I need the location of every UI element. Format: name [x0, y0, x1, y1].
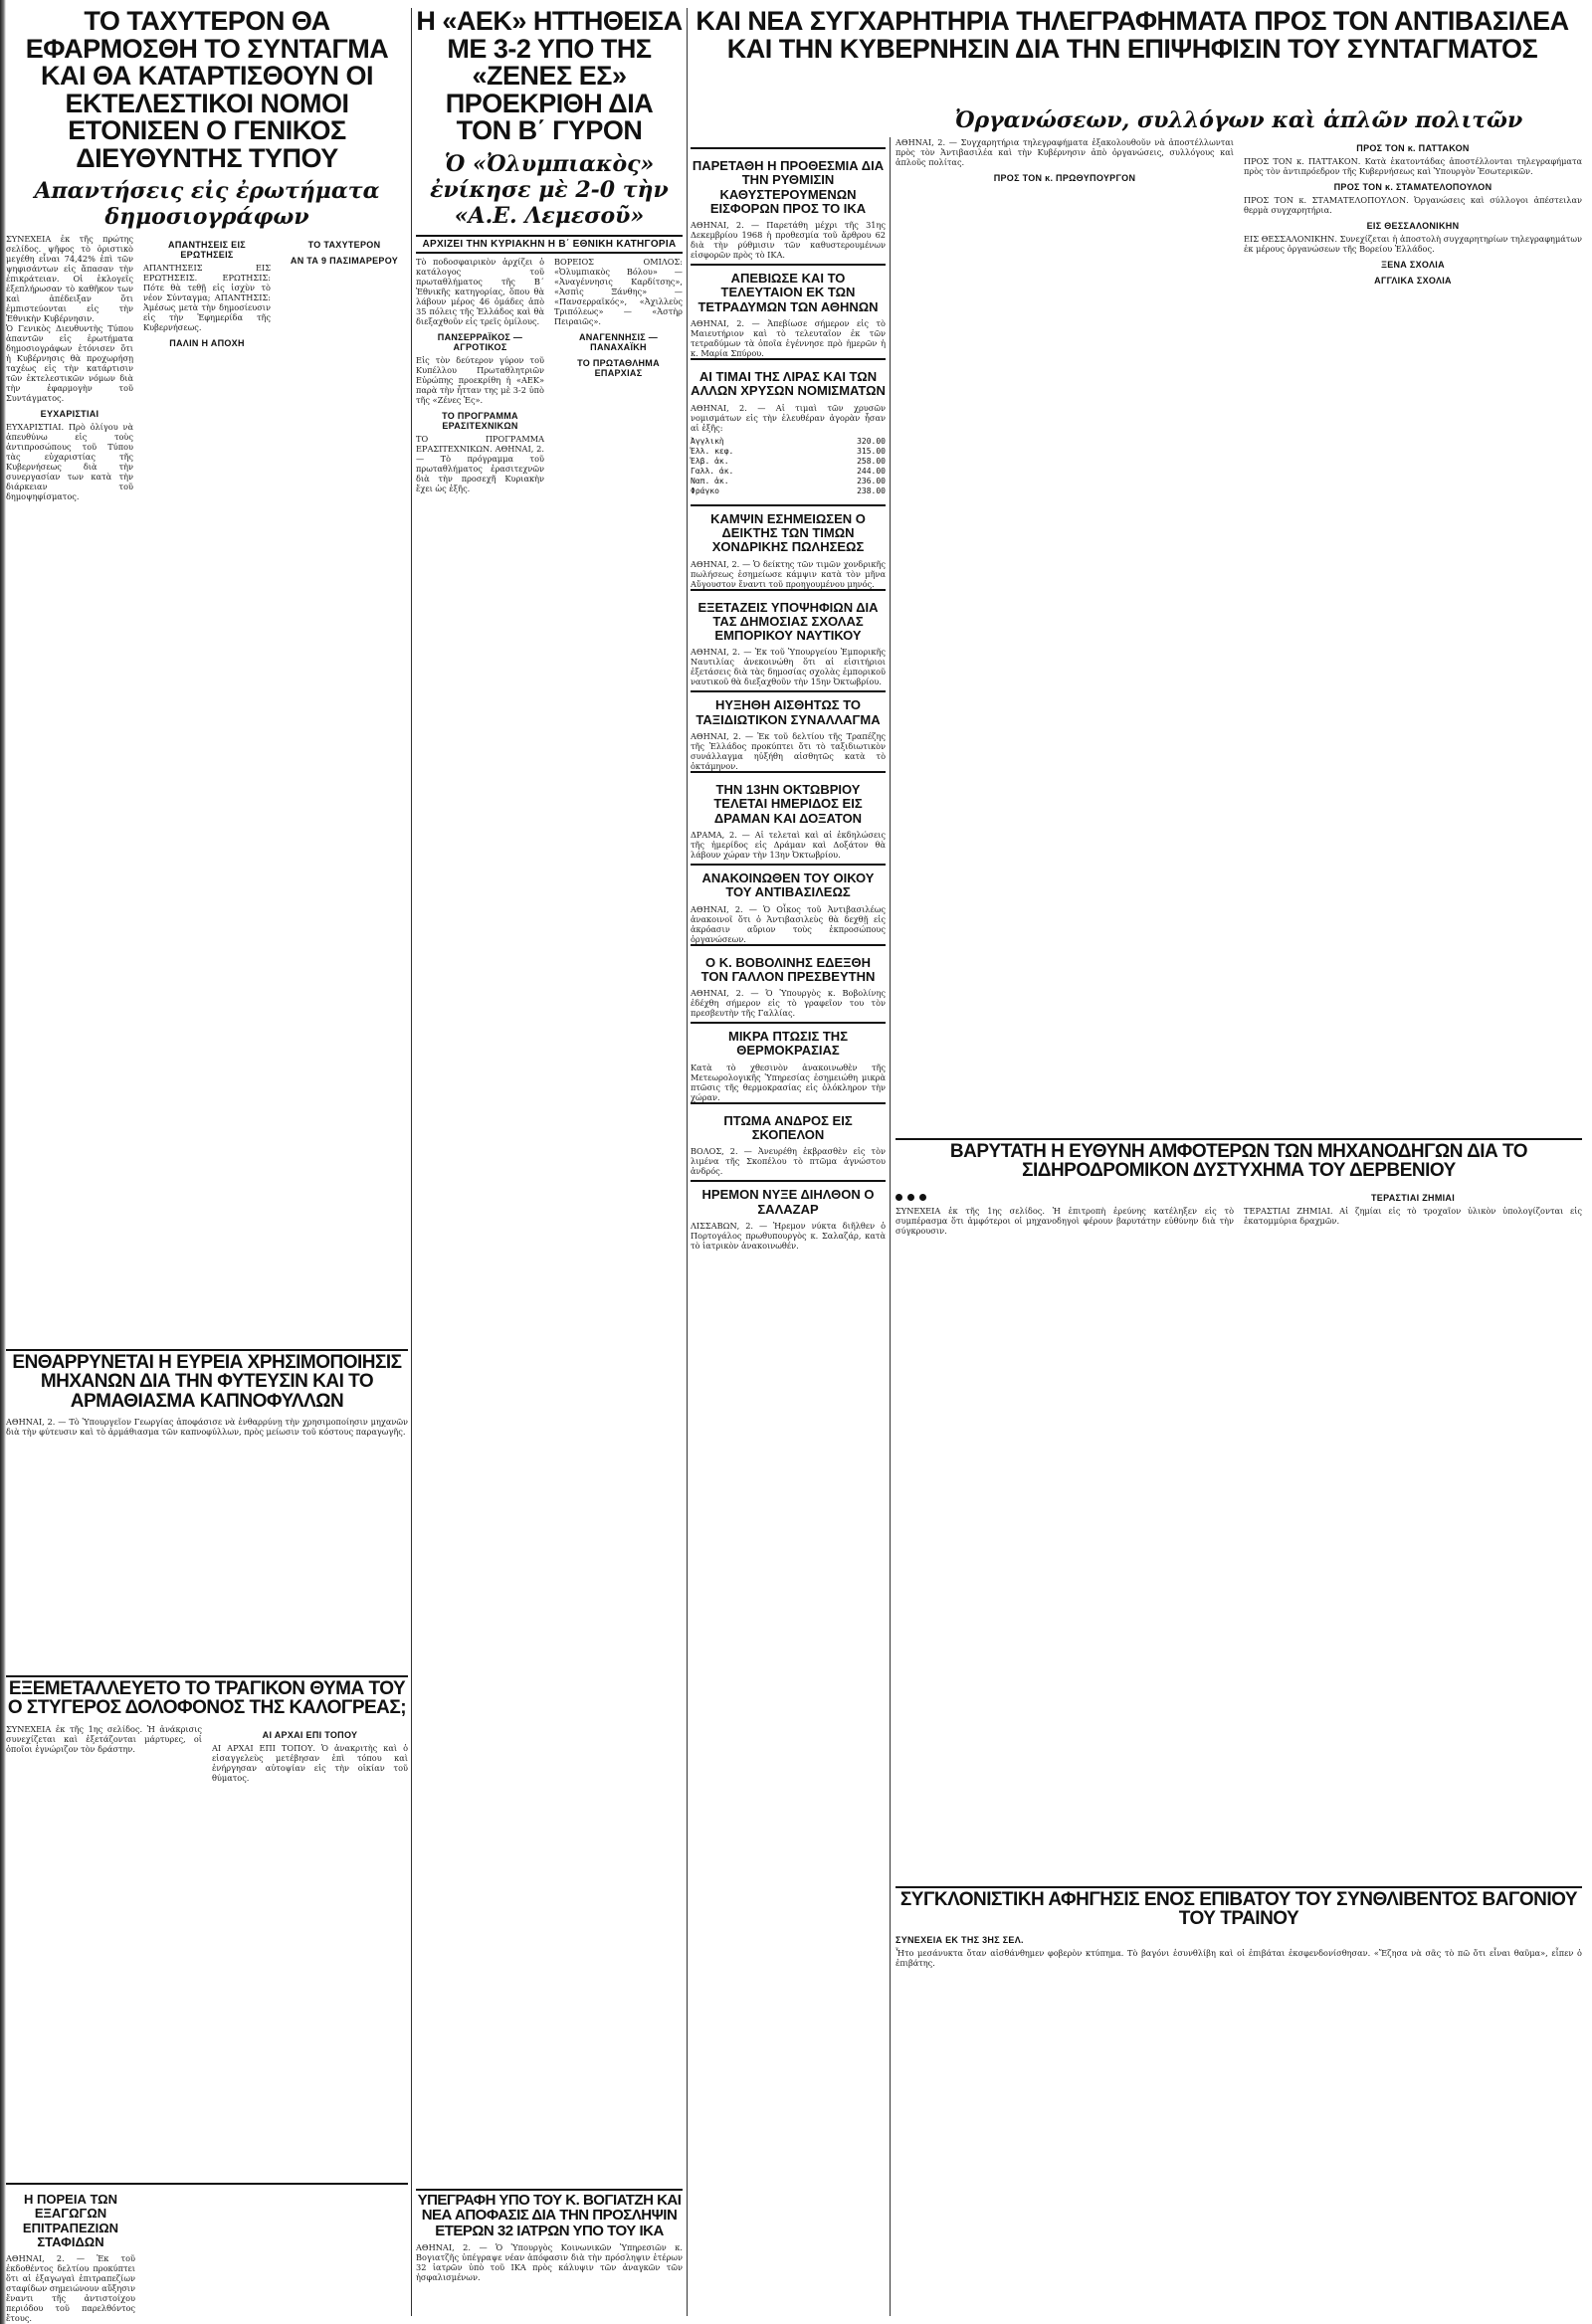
- telegrams-paragraph-2: ΠΡΟΣ ΤΟΝ κ. ΠΑΤΤΑΚΟΝ. Κατὰ ἑκατοντάδας ἀποστέλλονται τηλεγραφήματα πρὸς τὸν ἀντιπρόεδρον τῆς Κυβερνήσεως καὶ Ὑπουργὸν Ἐσωτερικῶν.: [1244, 156, 1582, 176]
- gold-rate-row: [691, 437, 886, 447]
- gold-rate-value: 238.00: [857, 485, 886, 495]
- headline-aek: Η «ΑΕΚ» ΗΤΤΗΘΕΙΣΑ ΜΕ 3-2 ΥΠΟ ΤΗΣ «ΖΕΝΕΣ ΕΣ» ΠΡΟΕΚΡΙΘΗ ΔΙΑ ΤΟΝ Β΄ ΓΥΡΟΝ: [416, 6, 683, 146]
- kicker-aek: ΑΡΧΙΖΕΙ ΤΗΝ ΚΥΡΙΑΚΗΝ Η Β΄ ΕΘΝΙΚΗ ΚΑΤΗΓΟΡΙΑ: [416, 235, 683, 254]
- gold-body: ΑΘΗΝΑΙ, 2. — Αἱ τιμαὶ τῶν χρυσῶν νομισμάτων εἰς τὴν ἐλευθέραν ἀγορὰν ἦσαν αἱ ἑξῆς:: [691, 402, 886, 433]
- story-xondriki: [691, 512, 886, 589]
- section-rule: [896, 1886, 1582, 1888]
- gold-rate-row: [691, 467, 886, 477]
- headline-thermokrasia: ΜΙΚΡΑ ΠΤΩΣΙΣ ΤΗΣ ΘΕΡΜΟΚΡΑΣΙΑΣ: [727, 1029, 848, 1059]
- section-rule: [6, 2183, 408, 2185]
- gold-rate-label: Ἑλβ. ἀκ.: [691, 456, 729, 466]
- story-ika: [691, 147, 886, 266]
- syntagma-section-pasimarerou: ΑΝ ΤΑ 9 ΠΑΣΙΜΑΡΕΡΟΥ: [290, 256, 399, 267]
- ptoma-body: ΒΟΛΟΣ, 2. — Ἀνευρέθη ἐκβρασθὲν εἰς τὸν λιμένα τῆς Σκοπέλου τὸ πτῶμα ἀγνώστου ἀνδρός.: [691, 1146, 886, 1177]
- telegrams-section-prothypourgon: ΠΡΟΣ ΤΟΝ κ. ΠΡΩΘΥΠΟΥΡΓΟΝ: [993, 173, 1136, 183]
- derveni-section-zimiai: ΤΕΡΑΣΤΙΑΙ ΖΗΜΙΑΙ: [1370, 1192, 1456, 1203]
- story-gold: [691, 358, 886, 506]
- aek-paragraph-3: ΒΟΡΕΙΟΣ ΟΜΙΛΟΣ: «Ὀλυμπιακὸς Βόλου» — «Ἀναγέννησις Καρδίτσης», «Ἀσπὶς Ξάνθης» — «Πανσερραϊκός», «Ἀχιλλεὺς Τριπόλεως» — «Ἀστὴρ Πειραιῶς».: [554, 256, 683, 326]
- story-oikos: [691, 872, 886, 944]
- headline-syntagma: ΤΟ ΤΑΧΥΤΕΡΟΝ ΘΑ ΕΦΑΡΜΟΣΘΗ ΤΟ ΣΥΝΤΑΓΜΑ ΚΑΙ ΘΑ ΚΑΤΑΡΤΙΣΘΟΥΝ ΟΙ ΕΚΤΕΛΕΣΤΙΚΟΙ ΝΟΜΟΙ ΕΤΟΝΙΣΕΝ Ο ΓΕΝΙΚΟΣ ΔΙΕΥΘΥΝΤΗΣ ΤΥΠΟΥ: [25, 6, 389, 173]
- column-divider: [890, 137, 891, 2316]
- syntagma-section-apantiseis: ΑΠΑΝΤΗΣΕΙΣ ΕΙΣ ΕΡΩΤΗΣΕΙΣ: [168, 240, 246, 261]
- telegrams-paragraph-4: ΕΙΣ ΘΕΣΣΑΛΟΝΙΚΗΝ. Συνεχίζεται ἡ ἀποστολὴ συγχαρητηρίων τηλεγραφημάτων ἐκ μέρους ὀργανώσεων τῆς Βορείου Ἑλλάδος.: [1244, 234, 1582, 254]
- section-rule: [896, 1138, 1582, 1140]
- zalar-body: ΛΙΣΣΑΒΩΝ, 2. — Ἡρεμον νύκτα διῆλθεν ὁ Πορτογάλος πρωθυπουργὸς κ. Σαλαζάρ, κατὰ τὸ ἰατρικὸν ἀνακοινωθέν.: [691, 1220, 886, 1251]
- gold-rate-value: 258.00: [857, 456, 886, 466]
- syntagma-paragraph-2: Ὁ Γενικὸς Διευθυντὴς Τύπου ἀπαντῶν εἰς ἐρωτήματα δημοσιογράφων ἐτόνισεν ὅτι ἡ Κυβέρνησις θὰ προχωρήσῃ ταχέως εἰς τὴν κατάρτισιν τῶν ἐκτελεστικῶν νόμων διὰ τὴν ἐφαρμογὴν τοῦ Συντάγματος.: [6, 323, 133, 404]
- headline-xondriki: ΚΑΜΨΙΝ ΕΣΗΜΕΙΩΣΕΝ Ο ΔΕΙΚΤΗΣ ΤΩΝ ΤΙΜΩΝ ΧΟΝΔΡΙΚΗΣ ΠΩΛΗΣΕΩΣ: [710, 510, 866, 555]
- derveni-paragraph-2: ΤΕΡΑΣΤΙΑΙ ΖΗΜΙΑΙ. Αἱ ζημίαι εἰς τὸ τροχαῖον ὑλικὸν ὑπολογίζονται εἰς ἑκατομμύρια δραχμῶν.: [1244, 1205, 1582, 1226]
- headline-vovolinis: Ο Κ. ΒΟΒΟΛΙΝΗΣ ΕΔΕΞΘΗ ΤΟΝ ΓΑΛΛΟΝ ΠΡΕΣΒΕΥΤΗΝ: [700, 954, 876, 984]
- telegrams-section-anglika: ΑΓΓΛΙΚΑ ΣΧΟΛΙΑ: [1374, 276, 1452, 286]
- headline-xrisimopoiisis: ΕΝΘΑΡΡΥΝΕΤΑΙ Η ΕΥΡΕΙΑ ΧΡΗΣΙΜΟΠΟΙΗΣΙΣ ΜΗΧΑΝΩΝ ΔΙΑ ΤΗΝ ΦΥΤΕΥΣΙΝ ΚΑΙ ΤΟ ΑΡΜΑΘΙΑΣΜΑ ΚΑΠΝΟΦΥΛΛΩΝ: [12, 1352, 402, 1412]
- headline-stafidon: Η ΠΟΡΕΙΑ ΤΩΝ ΕΞΑΓΩΓΩΝ ΕΠΙΤΡΑΠΕΖΙΩΝ ΣΤΑΦΙΔΩΝ: [22, 2192, 119, 2249]
- headline-derveni: ΒΑΡΥΤΑΤΗ Η ΕΥΘΥΝΗ ΑΜΦΟΤΕΡΩΝ ΤΩΝ ΜΗΧΑΝΟΔΗΓΩΝ ΔΙΑ ΤΟ ΣΙΔΗΡΟΔΡΟΜΙΚΟΝ ΔΥΣΤΥΧΗΜΑ ΤΟΥ ΔΕΡΒΕΝΙΟΥ: [949, 1141, 1528, 1182]
- story-xrisimopoiisis: [6, 1353, 408, 1492]
- column-divider: [411, 8, 412, 2316]
- gold-rate-value: 236.00: [857, 476, 886, 485]
- telegrams-section-xena: ΞΕΝΑ ΣΧΟΛΙΑ: [1381, 260, 1445, 270]
- story-ptoma: [691, 1102, 886, 1183]
- column-divider: [687, 8, 688, 2316]
- epivatis-body: Ἦτο μεσάνυκτα ὅταν αἰσθάνθημεν φοβερὸν κτύπημα. Τὸ βαγόνι ἐσυνθλίβη καὶ οἱ ἐπιβάται ἐκσφενδονίσθησαν. «Ἔζησα νὰ σᾶς τὸ πῶ ὅτι εἶναι θαῦμα», εἶπεν ὁ ἐπιβάτης.: [896, 1947, 1582, 1968]
- telegrams-section-thessaloniki: ΕΙΣ ΘΕΣΣΑΛΟΝΙΚΗΝ: [1366, 221, 1460, 231]
- story-stafidon: [6, 2187, 135, 2324]
- section-rule: [6, 1349, 408, 1351]
- vovolinis-body: ΑΘΗΝΑΙ, 2. — Ὁ Ὑπουργὸς κ. Βοβολίνης ἐδέχθη σήμερον εἰς τὸ γραφεῖον του τὸν πρεσβευτὴν τῆς Γαλλίας.: [691, 988, 886, 1019]
- headline-ptoma: ΠΤΩΜΑ ΑΝΔΡΟΣ ΕΙΣ ΣΚΟΠΕΛΟΝ: [723, 1112, 853, 1143]
- kalogrea-paragraph-2: ΑΙ ΑΡΧΑΙ ΕΠΙ ΤΟΠΟΥ. Ὁ ἀνακριτὴς καὶ ὁ εἰσαγγελεὺς μετέβησαν ἐπὶ τόπου καὶ ἐνήργησαν αὐτοψίαν εἰς τὴν οἰκίαν τοῦ θύματος.: [212, 1742, 408, 1783]
- aek-paragraph-4: ΤΟ ΠΡΟΓΡΑΜΜΑ ΕΡΑΣΙΤΕΧΝΙΚΩΝ. ΑΘΗΝΑΙ, 2. — Τὸ πρόγραμμα τοῦ πρωταθλήματος ἐρασιτεχνῶν διὰ τὴν προσεχῆ Κυριακὴν ἔχει ὡς ἑξῆς.: [416, 433, 544, 493]
- gold-rate-label: Ἑλλ. κεφ.: [691, 446, 734, 456]
- syntagma-section-euxaristiai: ΕΥΧΑΡΙΣΤΙΑΙ: [40, 409, 100, 420]
- story-aek: [416, 8, 683, 2177]
- drama-body: ΔΡΑΜΑ, 2. — Αἱ τελεταὶ καὶ αἱ ἐκδηλώσεις τῆς ἡμερίδος εἰς Δράμαν καὶ Δοξάτον θὰ λάβουν χώραν τὴν 13ην Ὀκτωβρίου.: [691, 829, 886, 860]
- tetradymon-body: ΑΘΗΝΑΙ, 2. — Ἀπεβίωσε σήμερον εἰς τὸ Μαιευτήριον καὶ τὸ τελευταῖον ἐκ τῶν τετραδύμων τὰ ὁποῖα ἐγέννησε πρὸ ἡμερῶν ἡ κ. Μαρία Σπύρου.: [691, 318, 886, 359]
- gold-rate-label: Γαλλ. ἀκ.: [691, 466, 734, 476]
- aek-section-panserraikos: ΠΑΝΣΕΡΡΑΪΚΟΣ — ΑΓΡΟΤΙΚΟΣ: [437, 331, 523, 352]
- subhead-telegrams: Ὀργανώσεων, συλλόγων καὶ ἁπλῶν πολιτῶν: [954, 107, 1523, 133]
- headline-kalogrea: ΕΞΕΜΕΤΑΛΛΕΥΕΤΟ ΤΟ ΤΡΑΓΙΚΟΝ ΘΥΜΑ ΤΟΥ Ο ΣΤΥΓΕΡΟΣ ΔΟΛΟΦΟΝΟΣ ΤΗΣ ΚΑΛΟΓΡΕΑΣ;: [7, 1678, 407, 1719]
- synallagma-body: ΑΘΗΝΑΙ, 2. — Ἐκ τοῦ δελτίου τῆς Τραπέζης τῆς Ἑλλάδος προκύπτει ὅτι τὸ ταξιδιωτικὸν συνάλλαγμα ηὐξήθη αἰσθητῶς κατὰ τὸ ὀκτάμηνον.: [691, 731, 886, 772]
- gold-rate-value: 244.00: [857, 466, 886, 476]
- bullet-icon: [907, 1194, 914, 1201]
- aek-section-anagennisis: ΑΝΑΓΕΝΝΗΣΙΣ — ΠΑΝΑΧΑΪΚΗ: [578, 331, 659, 352]
- headline-oikos: ΑΝΑΚΟΙΝΩΘΕΝ ΤΟΥ ΟΙΚΟΥ ΤΟΥ ΑΝΤΙΒΑΣΙΛΕΩΣ: [701, 870, 875, 900]
- story-iatroi: [416, 2193, 683, 2316]
- syntagma-section-taxyteron: ΤΟ ΤΑΧΥΤΕΡΟΝ: [307, 240, 381, 251]
- kalogrea-paragraph-1: ΣΥΝΕΧΕΙΑ ἐκ τῆς 1ης σελίδος. Ἡ ἀνάκρισις συνεχίζεται καὶ ἐξετάζονται μάρτυρες, οἱ ὁποῖοι ἐγνώριζον τὸν δράστην.: [6, 1723, 202, 1754]
- gold-rate-label: Φράγκο: [691, 485, 719, 495]
- column-short-news: [691, 147, 886, 2316]
- kalogrea-section-arxai: ΑΙ ΑΡΧΑΙ ΕΠΙ ΤΟΠΟΥ: [262, 1729, 358, 1740]
- story-tetradymon: [691, 272, 886, 358]
- headline-gold: ΑΙ ΤΙΜΑΙ ΤΗΣ ΛΙΡΑΣ ΚΑΙ ΤΩΝ ΑΛΛΩΝ ΧΡΥΣΩΝ ΝΟΜΙΣΜΑΤΩΝ: [691, 369, 886, 399]
- oikos-body: ΑΘΗΝΑΙ, 2. — Ὁ Οἶκος τοῦ Ἀντιβασιλέως ἀνακοινοῖ ὅτι ὁ Ἀντιβασιλεὺς θὰ δεχθῇ εἰς ἀκρόασιν αὔριον τοὺς ἐκπροσώπους ὀργανώσεων.: [691, 903, 886, 944]
- headline-iatroi: ΥΠΕΓΡΑΦΗ ΥΠΟ ΤΟΥ Κ. ΒΟΓΙΑΤΖΗ ΚΑΙ ΝΕΑ ΑΠΟΦΑΣΙΣ ΔΙΑ ΤΗΝ ΠΡΟΣΛΗΨΙΝ ΕΤΕΡΩΝ 32 ΙΑΤΡΩΝ ΥΠΟ ΤΟΥ ΙΚΑ: [417, 2192, 682, 2239]
- aek-paragraph-2: Εἰς τὸν δεύτερον γύρον τοῦ Κυπέλλου Πρωταθλητριῶν Εὐρώπης προεκρίθη ἡ «ΑΕΚ» παρὰ τὴν ἧτταν της μὲ 3-2 ὑπὸ τῆς «Ζένες Ἐς».: [416, 354, 544, 405]
- newspaper-page: [6, 6, 1582, 2324]
- headline-zalar: ΗΡΕΜΟΝ ΝΥΞΕ ΔΙΗΛΘΟΝ Ο ΣΑΛΑΖΑΡ: [701, 1187, 875, 1217]
- story-epivatis: [896, 1890, 1582, 2316]
- derveni-paragraph-1: ΣΥΝΕΧΕΙΑ ἐκ τῆς 1ης σελίδος. Ἡ ἐπιτροπὴ ἐρεύνης κατέληξεν εἰς τὸ συμπέρασμα ὅτι ἀμφότεροι οἱ μηχανοδηγοὶ φέρουν βαρυτάτην εὐθύνην διὰ τὴν σύγκρουσιν.: [896, 1205, 1234, 1236]
- telegrams-section-pattakon: ΠΡΟΣ ΤΟΝ κ. ΠΑΤΤΑΚΟΝ: [1356, 143, 1470, 153]
- headline-epivatis: ΣΥΓΚΛΟΝΙΣΤΙΚΗ ΑΦΗΓΗΣΙΣ ΕΝΟΣ ΕΠΙΒΑΤΟΥ ΤΟΥ ΣΥΝΘΛΙΒΕΝΤΟΣ ΒΑΓΟΝΙΟΥ ΤΟΥ ΤΡΑΙΝΟΥ: [899, 1889, 1578, 1930]
- bullet-icon: [919, 1194, 926, 1201]
- syntagma-paragraph-3: ΑΠΑΝΤΗΣΕΙΣ ΕΙΣ ΕΡΩΤΗΣΕΙΣ. ΕΡΩΤΗΣΙΣ: Πότε θὰ τεθῇ εἰς ἰσχὺν τὸ νέον Σύνταγμα; ΑΠΑΝΤΗΣΙΣ: Ἀμέσως μετὰ τὴν δημοσίευσιν εἰς τὴν Ἐφημερίδα τῆς Κυβερνήσεως.: [143, 263, 271, 333]
- gold-rate-label: Ναπ. ἀκ.: [691, 476, 729, 485]
- story-kalogrea: [6, 1679, 408, 2107]
- gold-rate-row: [691, 457, 886, 467]
- thermokrasia-body: Κατὰ τὸ χθεσινὸν ἀνακοινωθὲν τῆς Μετεωρολογικῆς Ὑπηρεσίας ἐσημειώθη μικρὰ πτῶσις τῆς θερμοκρασίας εἰς ὁλόκληρον τὴν χώραν.: [691, 1062, 886, 1102]
- section-rule: [6, 1675, 408, 1677]
- gold-rate-row: [691, 486, 886, 496]
- headline-naftikou: ΕΞΕΤΑΖΕΙΣ ΥΠΟΨΗΦΙΩΝ ΔΙΑ ΤΑΣ ΔΗΜΟΣΙΑΣ ΣΧΟΛΑΣ ΕΜΠΟΡΙΚΟΥ ΝΑΥΤΙΚΟΥ: [697, 599, 879, 644]
- headline-synallagma: ΗΥΞΗΘΗ ΑΙΣΘΗΤΩΣ ΤΟ ΤΑΞΙΔΙΩΤΙΚΟΝ ΣΥΝΑΛΛΑΓΜΑ: [696, 697, 881, 727]
- telegrams-paragraph-1: ΑΘΗΝΑΙ, 2. — Συγχαρητήρια τηλεγραφήματα ἐξακολουθοῦν νὰ ἀποστέλλωνται πρὸς τὸν Ἀντιβασιλέα καὶ τὴν Κυβέρνησιν ἀπὸ ὀργανώσεις, συλλόγους καὶ ἁπλοῦς πολίτας.: [896, 137, 1234, 167]
- bullet-icon: [896, 1194, 902, 1201]
- iatroi-body: ΑΘΗΝΑΙ, 2. — Ὁ Ὑπουργὸς Κοινωνικῶν Ὑπηρεσιῶν κ. Βογιατζῆς ὑπέγραψε νέαν ἀπόφασιν διὰ τὴν πρόσληψιν ἑτέρων 32 ἰατρῶν ὑπὸ τοῦ ΙΚΑ πρὸς κάλυψιν τῶν ἀναγκῶν τῶν ἠσφαλισμένων.: [416, 2241, 683, 2282]
- xondriki-body: ΑΘΗΝΑΙ, 2. — Ὁ δείκτης τῶν τιμῶν χονδρικῆς πωλήσεως ἐσημείωσε κάμψιν κατὰ τὸν μῆνα Αὔγουστον ἔναντι τοῦ προηγουμένου μηνός.: [691, 558, 886, 589]
- headline-tetradymon: ΑΠΕΒΙΩΣΕ ΚΑΙ ΤΟ ΤΕΛΕΥΤΑΙΟΝ ΕΚ ΤΩΝ ΤΕΤΡΑΔΥΜΩΝ ΤΩΝ ΑΘΗΝΩΝ: [697, 271, 879, 314]
- story-thermokrasia: [691, 1030, 886, 1102]
- stafidon-body: ΑΘΗΝΑΙ, 2. — Ἐκ τοῦ ἐκδοθέντος δελτίου προκύπτει ὅτι αἱ ἐξαγωγαὶ ἐπιτραπεζίων σταφίδων σημειώνουν αὔξησιν ἔναντι τῆς ἀντιστοίχου περιόδου τοῦ παρελθόντος ἔτους.: [6, 2253, 135, 2324]
- subhead-aek: Ὁ «Ὀλυμπιακὸς» ἐνίκησε μὲ 2-0 τὴν «Α.Ε. Λεμεσοῦ»: [430, 150, 669, 229]
- aek-section-programma: ΤΟ ΠΡΟΓΡΑΜΜΑ ΕΡΑΣΙΤΕΧΝΙΚΩΝ: [442, 410, 518, 431]
- telegrams-section-stamatelopoulon: ΠΡΟΣ ΤΟΝ κ. ΣΤΑΜΑΤΕΛΟΠΟΥΛΟΝ: [1333, 182, 1492, 192]
- section-rule: [416, 2189, 683, 2191]
- syntagma-section-palin: ΠΑΛΙΝ Η ΑΠΟΧΗ: [169, 338, 245, 349]
- headline-ika: ΠΑΡΕΤΑΘΗ Η ΠΡΟΘΕΣΜΙΑ ΔΙΑ ΤΗΝ ΡΥΘΜΙΣΙΝ ΚΑΘΥΣΤΕΡΟΥΜΕΝΩΝ ΕΙΣΦΟΡΩΝ ΠΡΟΣ ΤΟ ΙΚΑ: [692, 158, 885, 216]
- story-syntagma: [6, 8, 408, 1351]
- aek-section-eparxia: ΤΟ ΠΡΩΤΑΘΛΗΜΑ ΕΠΑΡΧΙΑΣ: [577, 357, 660, 378]
- gold-rate-value: 320.00: [857, 436, 886, 446]
- story-naftikou: [691, 589, 886, 693]
- story-zalar: [691, 1188, 886, 1251]
- story-vovolinis: [691, 944, 886, 1025]
- syntagma-paragraph-4: ΕΥΧΑΡΙΣΤΙΑΙ. Πρὸ ὀλίγου νὰ ἀπευθύνω εἰς τοὺς ἀντιπροσώπους τοῦ Τύπου τὰς εὐχαριστίας τῆς Κυβερνήσεως διὰ τὴν συνεργασίαν των κατὰ τὴν διάρκειαν τοῦ δημοψηφίσματος.: [6, 422, 133, 502]
- aek-paragraph-1: Τὸ ποδοσφαιρικὸν ἀρχίζει ὁ κατάλογος τοῦ πρωταθλήματος τῆς Β΄ Ἐθνικῆς κατηγορίας, ὅπου θὰ λάβουν μέρος 46 ὁμάδες ἀπὸ 35 πόλεις τῆς Ἑλλάδος καὶ θὰ διεξαχθοῦν εἰς τρεῖς ὁμίλους.: [416, 256, 544, 326]
- ika-body: ΑΘΗΝΑΙ, 2. — Παρετάθη μέχρι τῆς 31ης Δεκεμβρίου 1968 ἡ προθεσμία τοῦ ἄρθρου 62 διὰ τὴν ρύθμισιν τῶν καθυστερουμένων εἰσφορῶν πρὸς τὸ ΙΚΑ.: [691, 220, 886, 261]
- kicker-epivatis: ΣΥΝΕΧΕΙΑ ΕΚ ΤΗΣ 3ΗΣ ΣΕΛ.: [896, 1934, 1024, 1945]
- gold-rate-row: [691, 447, 886, 457]
- syntagma-paragraph-1: ΣΥΝΕΧΕΙΑ ἐκ τῆς πρώτης σελίδος. ψῆφος τὸ ὁριστικὸ μεγέθη εἶναι 74,42% ἐπὶ τῶν ψηφισάντων εἰς ἅπασαν τὴν ἐπικράτειαν. Οἱ ἐκλογεῖς ἐξεπλήρωσαν τὸ καθῆκον των καὶ ἀπέδειξαν ὅτι ἐμπιστεύονται εἰς τὴν Ἐθνικὴν Κυβέρνησιν.: [6, 234, 133, 324]
- telegrams-paragraph-3: ΠΡΟΣ ΤΟΝ κ. ΣΤΑΜΑΤΕΛΟΠΟΥΛΟΝ. Ὀργανώσεις καὶ σύλλογοι ἀπέστειλαν θερμὰ συγχαρητήρια.: [1244, 195, 1582, 215]
- subhead-syntagma: Απαντήσεις εἰς ἐρωτήματα δημοσιογράφων: [34, 178, 380, 231]
- naftikou-body: ΑΘΗΝΑΙ, 2. — Ἐκ τοῦ Ὑπουργείου Ἐμπορικῆς Ναυτιλίας ἀνεκοινώθη ὅτι αἱ εἰσιτήριοι ἐξετάσεις διὰ τὰς δημοσίας σχολὰς ἐμπορικοῦ ναυτικοῦ θὰ διεξαχθοῦν τὴν 15ην Ὀκτωβρίου.: [691, 647, 886, 687]
- headline-drama: ΤΗΝ 13ΗΝ ΟΚΤΩΒΡΙΟΥ ΤΕΛΕΤΑΙ ΗΜΕΡΙΔΟΣ ΕΙΣ ΔΡΑΜΑΝ ΚΑΙ ΔΟΞΑΤΟΝ: [713, 782, 863, 826]
- story-drama: [691, 771, 886, 866]
- gold-rate-label: Ἀγγλικὴ: [691, 436, 724, 446]
- story-telegrams: [896, 101, 1582, 1136]
- gold-rate-row: [691, 477, 886, 486]
- gold-rates-table: [691, 437, 886, 496]
- xrisimopoiisis-body: ΑΘΗΝΑΙ, 2. — Τὸ Ὑπουργεῖον Γεωργίας ἀποφάσισε νὰ ἐνθαρρύνῃ τὴν χρησιμοποίησιν μηχανῶν διὰ τὴν φύτευσιν καὶ τὸ ἀρμάθιασμα τῶν καπνοφύλλων, πρὸς μείωσιν τοῦ κόστους παραγωγῆς.: [6, 1417, 408, 1438]
- gold-rate-value: 315.00: [857, 446, 886, 456]
- headline-telegrams: ΚΑΙ ΝΕΑ ΣΥΓΧΑΡΗΤΗΡΙΑ ΤΗΛΕΓΡΑΦΗΜΑΤΑ ΠΡΟΣ ΤΟΝ ΑΝΤΙΒΑΣΙΛΕΑ ΚΑΙ ΤΗΝ ΚΥΒΕΡΝΗΣΙΝ ΔΙΑ ΤΗΝ ΕΠΙΨΗΦΙΣΙΝ ΤΟΥ ΣΥΝΤΑΓΜΑΤΟΣ: [696, 6, 1569, 64]
- story-derveni: [896, 1142, 1582, 1460]
- story-synallagma: [691, 698, 886, 771]
